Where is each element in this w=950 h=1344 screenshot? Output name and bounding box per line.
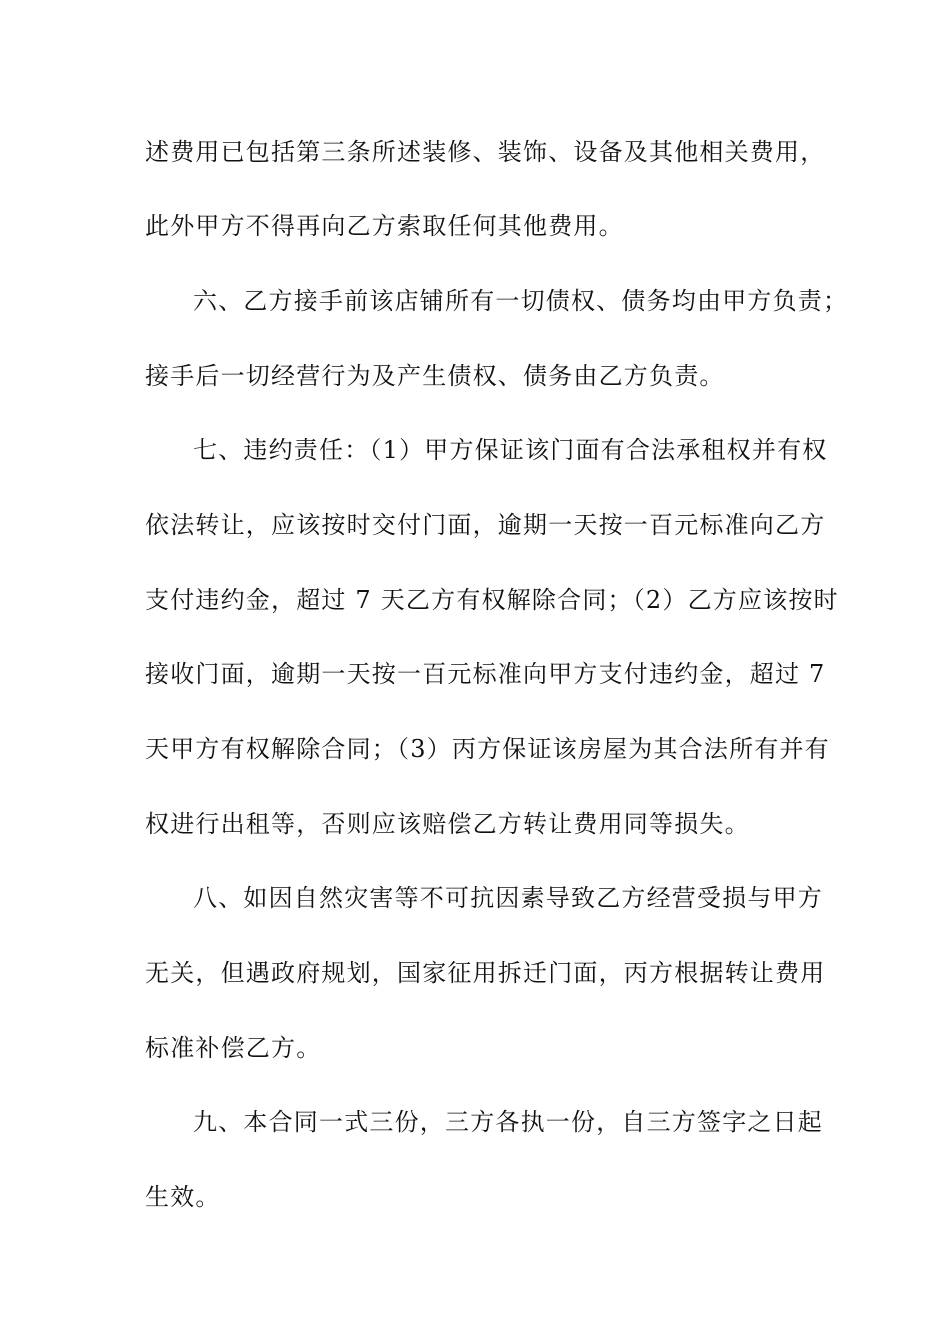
text-line: 无关，但遇政府规划，国家征用拆迁门面，丙方根据转让费用	[145, 959, 826, 987]
text-line: 生效。	[145, 1183, 221, 1211]
text-line: 此外甲方不得再向乙方索取任何其他费用。	[145, 212, 624, 240]
clause-7-start: 七、违约责任：（1）甲方保证该门面有合法承租权并有权	[193, 436, 828, 464]
clause-6-start: 六、乙方接手前该店铺所有一切债权、债务均由甲方负责；	[193, 287, 849, 315]
text-line: 接手后一切经营行为及产生债权、债务由乙方负责。	[145, 362, 725, 390]
clause-8-start: 八、如因自然灾害等不可抗因素导致乙方经营受损与甲方	[193, 884, 823, 912]
text-line: 述费用已包括第三条所述装修、装饰、设备及其他相关费用，	[145, 138, 826, 166]
text-line: 标准补偿乙方。	[145, 1034, 322, 1062]
text-line: 支付违约金，超过 7 天乙方有权解除合同；（2）乙方应该按时	[145, 586, 839, 614]
clause-9-start: 九、本合同一式三份，三方各执一份，自三方签字之日起	[193, 1108, 823, 1136]
text-line: 接收门面，逾期一天按一百元标准向甲方支付违约金，超过 7	[145, 660, 826, 688]
text-line: 天甲方有权解除合同；（3）丙方保证该房屋为其合法所有并有	[145, 735, 830, 763]
text-line: 权进行出租等，否则应该赔偿乙方转让费用同等损失。	[145, 810, 750, 838]
text-line: 依法转让，应该按时交付门面，逾期一天按一百元标准向乙方	[145, 511, 826, 539]
